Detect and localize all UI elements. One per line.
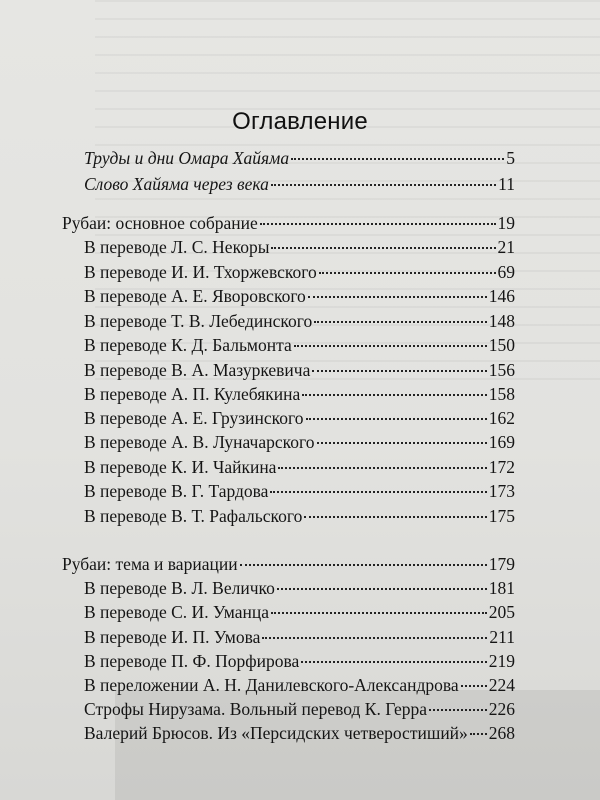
toc-section-heading [62,212,515,234]
toc-entry-page: 179 [488,554,515,574]
toc-entry-label: В переводе И. И. Тхоржевского [84,262,317,282]
toc-entry-page: 175 [488,506,515,526]
toc-entry-label: В переводе А. Е. Яворовского [84,286,306,306]
dot-leader [317,441,487,444]
toc-entry-page: 150 [488,335,515,355]
toc-entry-page: 226 [488,699,515,719]
dot-leader [294,344,487,347]
toc-entry [84,334,515,356]
toc-entry-page: 172 [488,457,515,477]
toc-entry [84,173,515,195]
toc-entry-label: В переводе Т. В. Лебединского [84,311,313,331]
toc-entry [84,407,515,429]
toc-entry-label: В переводе С. И. Уманца [84,602,270,622]
toc-entry [84,285,515,307]
toc-entry-page: 21 [497,237,515,257]
toc-entry-page: 148 [488,311,515,331]
toc-entry-label: В переложении А. Н. Данилевского-Александрова [84,675,459,695]
toc-entry [84,261,515,283]
toc-entry-page: 224 [488,675,515,695]
toc-entry-page: 268 [488,723,515,743]
toc-entry-label: В переводе В. А. Мазуркевича [84,360,311,380]
toc-entry-label: В переводе В. Т. Рафальского [84,506,303,526]
dot-leader [461,684,487,687]
toc-entry-page: 5 [506,148,515,168]
dot-leader [260,222,496,225]
toc-entry-label: Слово Хайяма через века [84,174,269,194]
toc-entry-label: В переводе А. В. Луначарского [84,432,315,452]
dot-leader [262,636,487,639]
toc-entry-page: 146 [488,286,515,306]
toc-entry-page: 11 [498,174,515,194]
toc-entry-label: Валерий Брюсов. Из «Персидских четверостиший» [84,723,468,743]
dot-leader [278,466,486,469]
toc-entry-page: 158 [488,384,515,404]
toc-entry-label: В переводе В. Л. Величко [84,578,275,598]
dot-leader [271,611,487,614]
dot-leader [314,320,487,323]
dot-leader [302,393,486,396]
toc-entry-label: Труды и дни Омара Хайяма [84,148,290,168]
dot-leader [470,732,487,735]
toc-entry-label: В переводе А. Е. Грузинского [84,408,304,428]
toc-entry-label: Строфы Нирузама. Вольный перевод К. Герра [84,699,428,719]
toc-entry-page: 162 [488,408,515,428]
toc-entry-page: 219 [488,651,515,671]
toc-entry-label: В переводе К. Д. Бальмонта [84,335,292,355]
dot-leader [291,157,504,160]
toc-entry [84,722,515,744]
dot-leader [277,587,487,590]
toc-entry-page: 205 [488,602,515,622]
toc-entry [84,480,515,502]
toc-entry [84,577,515,599]
toc-entry [84,359,515,381]
dot-leader [271,183,496,186]
toc-entry-label: В переводе К. И. Чайкина [84,457,277,477]
dot-leader [271,246,495,249]
dot-leader [312,369,486,372]
toc-entry [84,698,515,720]
dot-leader [240,563,487,566]
toc-entry [84,674,515,696]
toc-entry-label: В переводе И. П. Умова [84,627,261,647]
toc-entry-label: В переводе В. Г. Тардова [84,481,269,501]
toc-entry-page: 19 [497,213,515,233]
toc-entry [84,505,515,527]
toc-entry-page: 173 [488,481,515,501]
dot-leader [304,515,486,518]
dot-leader [308,295,487,298]
toc-entry [84,626,515,648]
toc-entry [84,310,515,332]
dot-leader [319,271,496,274]
toc-entry [84,431,515,453]
toc-entry-page: 181 [488,578,515,598]
toc-entry-label: В переводе П. Ф. Порфирова [84,651,300,671]
toc-entry [84,383,515,405]
page-title: Оглавление [232,108,368,135]
toc-entry-label: Рубаи: тема и вариации [62,554,238,574]
dot-leader [301,660,487,663]
toc-entry-label: В переводе А. П. Кулебякина [84,384,301,404]
toc-entry [84,456,515,478]
dot-leader [306,417,487,420]
toc-entry [84,236,515,258]
toc-entry [84,147,515,169]
toc-entry-page: 169 [488,432,515,452]
toc-entry-page: 69 [497,262,515,282]
toc-entry [84,650,515,672]
toc-entry [84,601,515,623]
toc-entry-page: 211 [489,627,515,647]
toc-entry-label: Рубаи: основное собрание [62,213,258,233]
toc-entry-page: 156 [488,360,515,380]
dot-leader [429,708,487,711]
toc-entry-label: В переводе Л. С. Некоры [84,237,270,257]
toc-section-heading [62,553,515,575]
dot-leader [270,490,486,493]
